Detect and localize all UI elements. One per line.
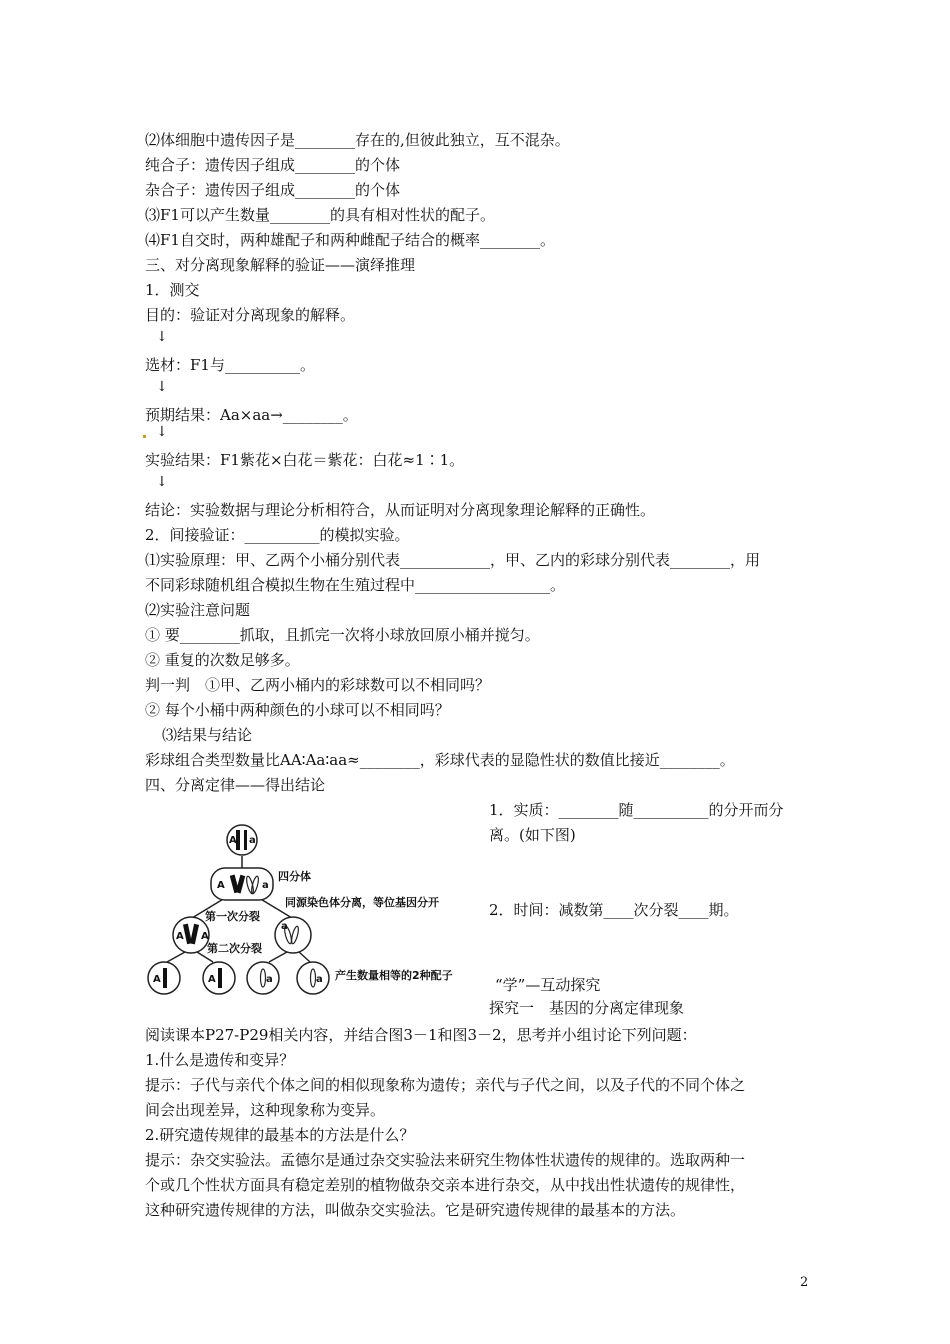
text-line: ⑵实验注意问题 bbox=[145, 601, 251, 619]
text-line: 不同彩球随机组合模拟生物在生殖过程中__________________。 bbox=[145, 576, 566, 594]
allele-label: A bbox=[208, 974, 216, 985]
allele-label: A bbox=[217, 880, 225, 891]
label-homolog-separation: 同源染色体分离，等位基因分开 bbox=[285, 896, 439, 909]
text-line: 选材：F1与__________。 bbox=[145, 356, 315, 374]
text-line: ⑵体细胞中遗传因子是________存在的,但彼此独立，互不混杂。 bbox=[145, 131, 570, 149]
text-line: 2．间接验证：__________的模拟实验。 bbox=[145, 526, 410, 544]
text-line: 1．实质：________随__________的分开而分 bbox=[489, 801, 784, 819]
allele-label: a bbox=[262, 880, 269, 891]
marker-dot bbox=[143, 435, 146, 438]
down-arrow-icon: ↓ bbox=[156, 379, 168, 395]
allele-label: A bbox=[229, 835, 237, 846]
label-gametes: 产生数量相等的2种配子 bbox=[335, 969, 453, 982]
allele-label: A bbox=[153, 974, 161, 985]
section-heading: 三、对分离现象解释的验证——演绎推理 bbox=[145, 256, 416, 274]
label-first-division: 第一次分裂 bbox=[205, 910, 260, 923]
text-line: 目的：验证对分离现象的解释。 bbox=[145, 306, 356, 324]
text-line: “学”—互动探究 bbox=[495, 976, 601, 994]
text-line: 彩球组合类型数量比AA∶Aa∶aa≈________，彩球代表的显隐性状的数值比接近________。 bbox=[145, 751, 735, 769]
text-line: ⑷F1自交时，两种雄配子和两种雌配子结合的概率________。 bbox=[145, 231, 555, 249]
label-second-division: 第二次分裂 bbox=[207, 942, 262, 955]
text-line: ① 要________抓取，且抓完一次将小球放回原小桶并搅匀。 bbox=[145, 626, 540, 644]
text-line: ⑴实验原理：甲、乙两个小桶分别代表____________，甲、乙内的彩球分别代表________，用 bbox=[145, 551, 761, 569]
text-line: ② 每个小桶中两种颜色的小球可以不相同吗？ bbox=[145, 701, 450, 719]
text-line: 提示：杂交实验法。孟德尔是通过杂交实验法来研究生物体性状遗传的规律的。选取两种一 bbox=[145, 1151, 746, 1169]
down-arrow-icon: ↓ bbox=[156, 474, 168, 490]
text-line: 离。(如下图) bbox=[489, 826, 576, 844]
text-line: ⑶结果与结论 bbox=[162, 726, 253, 744]
text-line: 实验结果：F1紫花×白花＝紫花：白花≈1∶1。 bbox=[145, 451, 465, 469]
text-line: 阅读课本P27-P29相关内容，并结合图3－1和图3－2，思考并小组讨论下列问题： bbox=[145, 1026, 697, 1044]
text-line: 预期结果：Aa×aa→________。 bbox=[145, 406, 358, 424]
text-line: 2.研究遗传规律的最基本的方法是什么？ bbox=[145, 1126, 415, 1144]
text-line: 这种研究遗传规律的方法，叫做杂交实验法。它是研究遗传规律的最基本的方法。 bbox=[145, 1201, 686, 1219]
text-line: ⑶F1可以产生数量________的具有相对性状的配子。 bbox=[145, 206, 495, 224]
allele-label: a bbox=[316, 974, 323, 985]
section-heading: 四、分离定律——得出结论 bbox=[145, 776, 326, 794]
text-line: 探究一 基因的分离定律现象 bbox=[489, 999, 685, 1017]
text-line: 杂合子：遗传因子组成________的个体 bbox=[145, 181, 401, 199]
allele-label: a bbox=[281, 921, 288, 932]
allele-label: a bbox=[249, 835, 256, 846]
down-arrow-icon: ↓ bbox=[156, 424, 168, 440]
text-line: 1．测交 bbox=[145, 281, 200, 299]
label-tetrad: 四分体 bbox=[278, 870, 311, 883]
text-line: 1.什么是遗传和变异？ bbox=[145, 1051, 295, 1069]
meiosis-diagram bbox=[145, 820, 475, 1000]
text-line: ② 重复的次数足够多。 bbox=[145, 651, 300, 669]
text-line: 个或几个性状方面具有稳定差别的植物做杂交亲本进行杂交，从中找出性状遗传的规律性， bbox=[145, 1176, 746, 1194]
page-number: 2 bbox=[800, 1275, 809, 1290]
text-line: 提示：子代与亲代个体之间的相似现象称为遗传；亲代与子代之间，以及子代的不同个体之 bbox=[145, 1076, 746, 1094]
text-line: 间会出现差异，这种现象称为变异。 bbox=[145, 1101, 386, 1119]
allele-label: A bbox=[201, 931, 209, 942]
text-line: 判一判 ①甲、乙两小桶内的彩球数可以不相同吗？ bbox=[145, 676, 491, 694]
allele-label: a bbox=[266, 974, 273, 985]
allele-label: A bbox=[176, 931, 184, 942]
down-arrow-icon: ↓ bbox=[156, 329, 168, 345]
text-line: 结论：实验数据与理论分析相符合，从而证明对分离现象理论解释的正确性。 bbox=[145, 501, 656, 519]
text-line: 2．时间：减数第____次分裂____期。 bbox=[489, 901, 739, 919]
text-line: 纯合子：遗传因子组成________的个体 bbox=[145, 156, 401, 174]
